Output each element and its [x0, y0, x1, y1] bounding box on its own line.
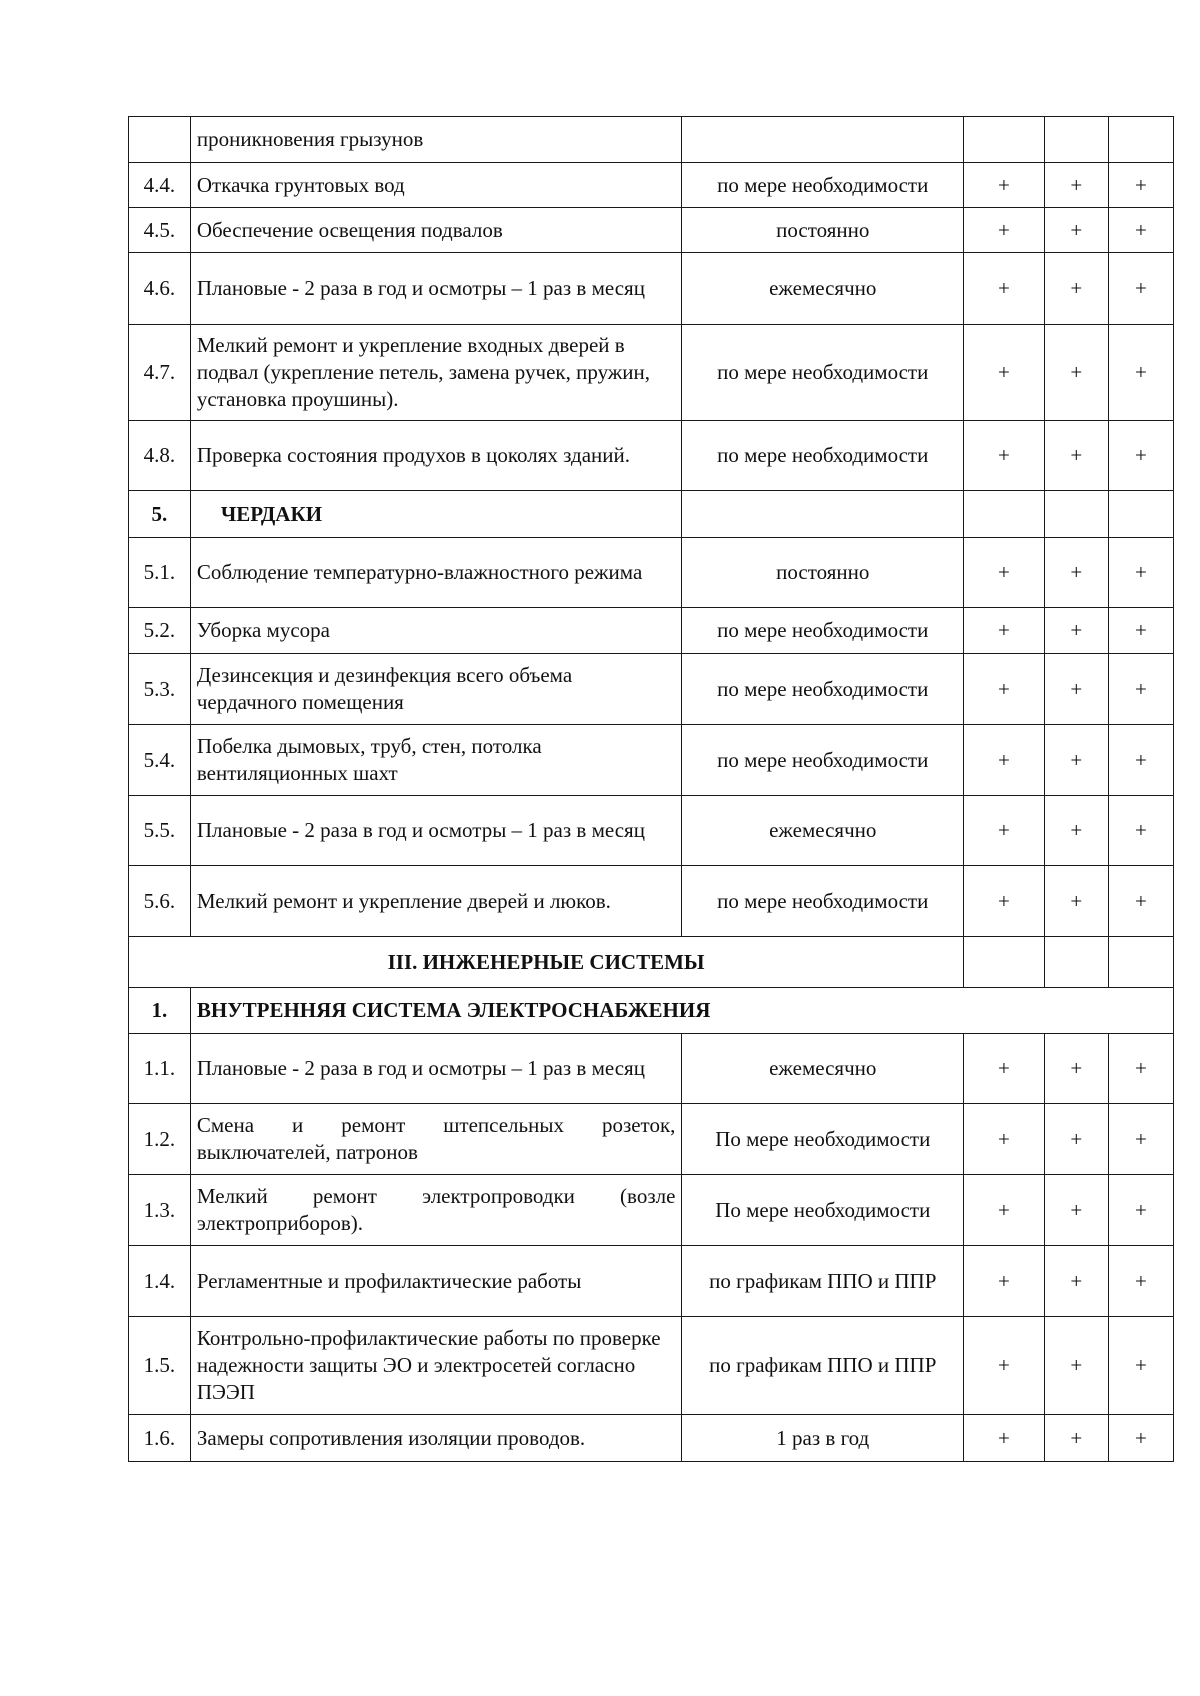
- row-description: Мелкий ремонт и укрепление входных дверей в подвал (укрепление петель, замена ручек, пружин, установка проушины).: [190, 325, 682, 421]
- table-row: [129, 1317, 1174, 1415]
- row-mark-1: +: [964, 654, 1045, 725]
- table-row: [129, 725, 1174, 796]
- row-frequency: [682, 491, 964, 538]
- row-mark-2: +: [1044, 421, 1108, 491]
- row-mark-2: +: [1044, 325, 1108, 421]
- row-number: 4.6.: [129, 253, 191, 325]
- row-description: Регламентные и профилактические работы: [190, 1246, 682, 1317]
- row-mark-2: +: [1044, 725, 1108, 796]
- row-number: 4.5.: [129, 208, 191, 253]
- row-mark-1: +: [964, 163, 1045, 208]
- table-row: [129, 1104, 1174, 1175]
- row-description: Замеры сопротивления изоляции проводов.: [190, 1415, 682, 1462]
- row-mark-2: +: [1044, 1175, 1108, 1246]
- row-frequency: по мере необходимости: [682, 608, 964, 654]
- row-number: 1.5.: [129, 1317, 191, 1415]
- row-frequency: по мере необходимости: [682, 421, 964, 491]
- works-table: [128, 116, 1174, 1462]
- row-mark-2: +: [1044, 538, 1108, 608]
- row-mark-3: +: [1108, 208, 1173, 253]
- table-row: [129, 325, 1174, 421]
- row-mark-2: +: [1044, 1317, 1108, 1415]
- row-mark-1: +: [964, 253, 1045, 325]
- row-mark-2: +: [1044, 796, 1108, 866]
- row-number: 4.8.: [129, 421, 191, 491]
- row-number: 5.2.: [129, 608, 191, 654]
- row-number: 1.6.: [129, 1415, 191, 1462]
- table-row: [129, 538, 1174, 608]
- row-mark-3: +: [1108, 1034, 1173, 1104]
- row-mark-1: +: [964, 796, 1045, 866]
- table-row: [129, 1175, 1174, 1246]
- row-mark-3: +: [1108, 538, 1173, 608]
- row-mark-2: +: [1044, 1104, 1108, 1175]
- part-title: III. ИНЖЕНЕРНЫЕ СИСТЕМЫ: [129, 937, 964, 988]
- row-description: Контрольно-профилактические работы по проверке надежности защиты ЭО и электросетей согласно ПЭЭП: [190, 1317, 682, 1415]
- table-row: [129, 796, 1174, 866]
- row-mark-1: +: [964, 325, 1045, 421]
- row-description: Плановые - 2 раза в год и осмотры – 1 раз в месяц: [190, 253, 682, 325]
- table-row: [129, 1034, 1174, 1104]
- row-mark-1: +: [964, 421, 1045, 491]
- row-mark-1: +: [964, 1317, 1045, 1415]
- row-mark-1: [964, 491, 1045, 538]
- row-mark-3: +: [1108, 253, 1173, 325]
- row-description: Смена и ремонт штепсельных розеток, выключателей, патронов: [190, 1104, 682, 1175]
- row-number: 5.5.: [129, 796, 191, 866]
- row-description: Откачка грунтовых вод: [190, 163, 682, 208]
- row-mark-3: +: [1108, 866, 1173, 937]
- row-description: Дезинсекция и дезинфекция всего объема чердачного помещения: [190, 654, 682, 725]
- row-description: Плановые - 2 раза в год и осмотры – 1 раз в месяц: [190, 796, 682, 866]
- row-frequency: По мере необходимости: [682, 1175, 964, 1246]
- row-mark-3: [1108, 117, 1173, 163]
- row-mark-2: +: [1044, 608, 1108, 654]
- table-row: [129, 421, 1174, 491]
- table-row: [129, 253, 1174, 325]
- table-row: [129, 117, 1174, 163]
- table-row: [129, 208, 1174, 253]
- row-frequency: По мере необходимости: [682, 1104, 964, 1175]
- row-mark-2: +: [1044, 1246, 1108, 1317]
- table-row: [129, 608, 1174, 654]
- row-mark-1: +: [964, 208, 1045, 253]
- row-description: Обеспечение освещения подвалов: [190, 208, 682, 253]
- row-number: [129, 117, 191, 163]
- row-mark-1: +: [964, 1034, 1045, 1104]
- row-number: 5.4.: [129, 725, 191, 796]
- section-title: ЧЕРДАКИ: [190, 491, 682, 538]
- row-mark-3: +: [1108, 654, 1173, 725]
- row-frequency: по мере необходимости: [682, 163, 964, 208]
- section-number: 1.: [129, 988, 191, 1034]
- table-row: [129, 163, 1174, 208]
- part-heading-row: [129, 937, 1174, 988]
- row-description: Плановые - 2 раза в год и осмотры – 1 раз в месяц: [190, 1034, 682, 1104]
- row-description: Проверка состояния продухов в цоколях зданий.: [190, 421, 682, 491]
- row-number: 5.3.: [129, 654, 191, 725]
- row-mark-1: +: [964, 1246, 1045, 1317]
- row-mark-1: +: [964, 1415, 1045, 1462]
- row-mark-3: +: [1108, 1317, 1173, 1415]
- row-mark-1: +: [964, 866, 1045, 937]
- row-frequency: по графикам ППО и ППР: [682, 1246, 964, 1317]
- row-number: 4.4.: [129, 163, 191, 208]
- row-mark-1: +: [964, 1175, 1045, 1246]
- row-frequency: постоянно: [682, 538, 964, 608]
- row-frequency: по мере необходимости: [682, 725, 964, 796]
- row-frequency: по мере необходимости: [682, 325, 964, 421]
- row-mark-3: +: [1108, 1175, 1173, 1246]
- row-mark-3: +: [1108, 325, 1173, 421]
- row-mark-1: +: [964, 608, 1045, 654]
- row-description: Мелкий ремонт и укрепление дверей и люков.: [190, 866, 682, 937]
- row-mark-2: +: [1044, 163, 1108, 208]
- row-number: 5.6.: [129, 866, 191, 937]
- table-row: [129, 1246, 1174, 1317]
- row-description: проникновения грызунов: [190, 117, 682, 163]
- row-description: Побелка дымовых, труб, стен, потолка вентиляционных шахт: [190, 725, 682, 796]
- row-mark-1: [964, 117, 1045, 163]
- table-row: [129, 654, 1174, 725]
- row-mark-3: +: [1108, 1104, 1173, 1175]
- row-mark-3: [1108, 937, 1173, 988]
- row-mark-3: +: [1108, 163, 1173, 208]
- row-mark-3: +: [1108, 1415, 1173, 1462]
- row-description: Мелкий ремонт электропроводки (возле электроприборов).: [190, 1175, 682, 1246]
- row-mark-3: +: [1108, 608, 1173, 654]
- row-mark-3: +: [1108, 1246, 1173, 1317]
- row-frequency: ежемесячно: [682, 253, 964, 325]
- row-description: Соблюдение температурно-влажностного режима: [190, 538, 682, 608]
- row-mark-2: +: [1044, 253, 1108, 325]
- row-frequency: по графикам ППО и ППР: [682, 1317, 964, 1415]
- section-row: [129, 988, 1174, 1034]
- row-mark-2: [1044, 491, 1108, 538]
- row-mark-3: +: [1108, 796, 1173, 866]
- row-mark-3: [1108, 491, 1173, 538]
- row-mark-2: [1044, 117, 1108, 163]
- row-mark-1: [964, 937, 1045, 988]
- row-mark-2: [1044, 937, 1108, 988]
- row-number: 1.1.: [129, 1034, 191, 1104]
- row-number: 1.4.: [129, 1246, 191, 1317]
- row-mark-2: +: [1044, 654, 1108, 725]
- row-mark-2: +: [1044, 1034, 1108, 1104]
- row-description: Уборка мусора: [190, 608, 682, 654]
- row-mark-3: +: [1108, 421, 1173, 491]
- row-mark-3: +: [1108, 725, 1173, 796]
- row-mark-2: +: [1044, 866, 1108, 937]
- row-number: 5.1.: [129, 538, 191, 608]
- row-mark-1: +: [964, 1104, 1045, 1175]
- section-row: [129, 491, 1174, 538]
- section-number: 5.: [129, 491, 191, 538]
- table-row: [129, 1415, 1174, 1462]
- row-frequency: 1 раз в год: [682, 1415, 964, 1462]
- row-frequency: ежемесячно: [682, 1034, 964, 1104]
- row-number: 1.2.: [129, 1104, 191, 1175]
- row-frequency: по мере необходимости: [682, 866, 964, 937]
- row-frequency: ежемесячно: [682, 796, 964, 866]
- row-number: 1.3.: [129, 1175, 191, 1246]
- row-mark-1: +: [964, 538, 1045, 608]
- row-mark-2: +: [1044, 1415, 1108, 1462]
- section-title: ВНУТРЕННЯЯ СИСТЕМА ЭЛЕКТРОСНАБЖЕНИЯ: [190, 988, 1173, 1034]
- row-mark-1: +: [964, 725, 1045, 796]
- row-frequency: по мере необходимости: [682, 654, 964, 725]
- row-number: 4.7.: [129, 325, 191, 421]
- table-row: [129, 866, 1174, 937]
- row-frequency: постоянно: [682, 208, 964, 253]
- row-frequency: [682, 117, 964, 163]
- row-mark-2: +: [1044, 208, 1108, 253]
